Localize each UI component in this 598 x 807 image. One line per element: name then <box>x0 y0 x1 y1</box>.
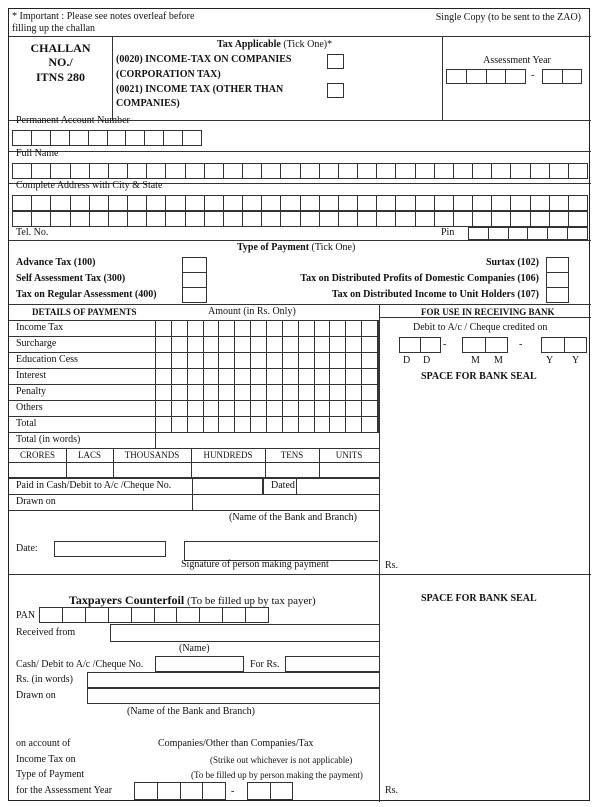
on-account-label: on account of <box>16 738 71 749</box>
char-cell[interactable] <box>262 196 281 210</box>
divider <box>9 432 379 433</box>
counterfoil-cheque-input[interactable] <box>155 656 244 672</box>
char-cell[interactable] <box>416 164 435 178</box>
paid-in-label: Paid in Cash/Debit to A/c /Cheque No. <box>16 480 172 491</box>
month-letter: M <box>494 355 503 366</box>
char-cell[interactable] <box>32 212 51 226</box>
char-cell[interactable] <box>531 196 550 210</box>
divider <box>9 240 591 241</box>
divider <box>319 448 320 462</box>
char-cell[interactable] <box>550 212 569 226</box>
divider <box>265 448 266 462</box>
char-cell[interactable] <box>569 212 588 226</box>
char-cell[interactable] <box>147 196 166 210</box>
counterfoil-assessment-year-label: for the Assessment Year <box>16 785 113 796</box>
tax-option-companies-line2: (CORPORATION TAX) <box>116 69 221 80</box>
name-note: (Name) <box>179 643 210 654</box>
date-dash: - <box>519 339 523 350</box>
cheque-number-input[interactable] <box>192 479 263 495</box>
rs-label: Rs. <box>385 560 399 571</box>
char-cell[interactable] <box>205 196 224 210</box>
char-cell[interactable] <box>262 212 281 226</box>
char-cell[interactable] <box>454 164 473 178</box>
char-cell[interactable] <box>339 164 358 178</box>
char-cell[interactable] <box>166 164 185 178</box>
char-cell[interactable] <box>71 212 90 226</box>
divider <box>192 494 193 510</box>
assessment-year-separator: - <box>531 70 535 81</box>
signature-label: Signature of person making payment <box>181 559 329 570</box>
tick-box-regular-assessment[interactable] <box>182 287 207 303</box>
denomination-label: UNITS <box>335 450 363 460</box>
advance-tax-label: Advance Tax (100) <box>16 257 96 268</box>
char-cell[interactable] <box>339 196 358 210</box>
details-heading: DETAILS OF PAYMENTS <box>32 307 137 317</box>
date-dash: - <box>443 339 447 350</box>
divider <box>263 478 264 494</box>
char-cell[interactable] <box>339 212 358 226</box>
distributed-income-label: Tax on Distributed Income to Unit Holders (107) <box>331 289 539 300</box>
day-letter: D <box>403 355 411 366</box>
char-cell[interactable] <box>243 212 262 226</box>
denomination-input[interactable] <box>113 462 191 478</box>
self-assessment-label: Self Assessment Tax (300) <box>16 273 126 284</box>
for-rs-input[interactable] <box>285 656 379 672</box>
day-letter: D <box>423 355 431 366</box>
char-cell[interactable] <box>531 164 550 178</box>
assessment-year-to[interactable] <box>542 69 582 84</box>
char-cell[interactable] <box>224 212 243 226</box>
important-note-line2: filling up the challan <box>12 23 96 34</box>
tick-box-advance-tax[interactable] <box>182 257 207 273</box>
type-of-payment-label: Type of Payment <box>16 769 85 780</box>
rs-in-words-input[interactable] <box>87 672 379 688</box>
counterfoil-rs-label: Rs. <box>385 785 399 796</box>
divider <box>9 304 591 305</box>
char-cell[interactable] <box>550 164 569 178</box>
denomination-input[interactable] <box>66 462 113 478</box>
received-from-input[interactable] <box>110 624 379 642</box>
bank-date-year[interactable] <box>541 337 587 353</box>
char-cell[interactable] <box>396 212 415 226</box>
tax-option-others-line2: COMPANIES) <box>116 98 180 109</box>
char-cell[interactable] <box>71 196 90 210</box>
counterfoil-title: Taxpayers Counterfoil (To be filled up by tax payer) <box>69 593 316 607</box>
divider <box>9 151 591 152</box>
to-be-filled-note: (To be filled up by person making the payment) <box>191 770 363 780</box>
char-cell[interactable] <box>454 212 473 226</box>
payment-row-label: Surcharge <box>16 338 57 349</box>
char-cell[interactable] <box>128 164 147 178</box>
char-cell[interactable] <box>224 164 243 178</box>
char-cell[interactable] <box>224 196 243 210</box>
counterfoil-ay-from[interactable] <box>134 782 226 800</box>
tick-box-distributed-profits[interactable] <box>546 272 569 288</box>
char-cell[interactable] <box>320 196 339 210</box>
payment-row-label: Interest <box>16 370 46 381</box>
tel-label: Tel. No. <box>16 227 49 238</box>
challan-title-line3: ITNS 280 <box>35 70 85 84</box>
char-cell[interactable] <box>435 196 454 210</box>
income-tax-on-label: Income Tax on <box>16 754 76 765</box>
divider <box>155 432 156 448</box>
char-cell[interactable] <box>473 212 492 226</box>
char-cell[interactable] <box>377 196 396 210</box>
month-letter: M <box>471 355 480 366</box>
pan-label: Permanent Account Number <box>16 115 130 126</box>
char-cell[interactable] <box>109 212 128 226</box>
drawn-on-label: Drawn on <box>16 496 56 507</box>
denomination-label: HUNDREDS <box>203 450 253 460</box>
char-cell[interactable] <box>51 164 70 178</box>
char-cell[interactable] <box>492 164 511 178</box>
denomination-input[interactable] <box>319 462 379 478</box>
char-cell[interactable] <box>301 196 320 210</box>
char-cell[interactable] <box>13 164 32 178</box>
amount-heading: Amount (in Rs. Only) <box>208 306 296 317</box>
divider <box>66 448 67 462</box>
challan-title-line1: CHALLAN <box>30 41 91 55</box>
char-cell[interactable] <box>320 212 339 226</box>
payment-type-heading: Type of Payment (Tick One) <box>237 242 356 253</box>
payment-row-label: Total (in words) <box>16 434 81 445</box>
char-cell[interactable] <box>396 196 415 210</box>
counterfoil-pan-input[interactable] <box>39 607 269 623</box>
divider <box>379 574 380 802</box>
important-note-line1: * Important : Please see notes overleaf before <box>12 11 195 22</box>
date-input[interactable] <box>54 541 166 557</box>
tax-option-companies-line1: (0020) INCOME-TAX ON COMPANIES <box>116 54 292 65</box>
tax-applicable-heading: Tax Applicable (Tick One)* <box>217 39 333 50</box>
amount-digit-cells[interactable] <box>155 385 379 400</box>
payment-row-label: Total <box>16 418 37 429</box>
char-cell[interactable] <box>128 196 147 210</box>
char-cell[interactable] <box>358 196 377 210</box>
strike-note: (Strike out whichever is not applicable) <box>210 755 353 765</box>
tax-option-others-line1: (0021) INCOME TAX (OTHER THAN <box>116 84 284 95</box>
rs-in-words-label: Rs. (in words) <box>16 674 73 685</box>
char-cell[interactable] <box>416 212 435 226</box>
bank-use-heading: FOR USE IN RECEIVING BANK <box>421 307 555 317</box>
char-cell[interactable] <box>396 164 415 178</box>
amount-digit-cells[interactable] <box>155 369 379 384</box>
received-from-label: Received from <box>16 627 76 638</box>
counterfoil-ay-to[interactable] <box>247 782 293 800</box>
char-cell[interactable] <box>166 212 185 226</box>
denomination-label: LACS <box>77 450 101 460</box>
regular-assessment-label: Tax on Regular Assessment (400) <box>16 289 157 300</box>
signature-field[interactable] <box>184 541 378 561</box>
assessment-year-label: Assessment Year <box>483 55 551 66</box>
denomination-label: THOUSANDS <box>124 450 180 460</box>
char-cell[interactable] <box>377 212 396 226</box>
payment-row-label: Others <box>16 402 43 413</box>
denomination-input[interactable] <box>265 462 319 478</box>
char-cell[interactable] <box>109 196 128 210</box>
char-cell[interactable] <box>13 212 32 226</box>
char-cell[interactable] <box>243 196 262 210</box>
tick-box-self-assessment[interactable] <box>182 272 207 288</box>
counterfoil-drawn-on-input[interactable] <box>87 688 379 704</box>
challan-form <box>8 8 590 801</box>
challan-title-line2: NO./ <box>48 55 73 69</box>
address-label: Complete Address with City & State <box>16 180 163 191</box>
char-cell[interactable] <box>569 164 588 178</box>
char-cell[interactable] <box>13 196 32 210</box>
denomination-input[interactable] <box>191 462 265 478</box>
tick-box-surtax[interactable] <box>546 257 569 273</box>
char-cell[interactable] <box>473 164 492 178</box>
full-name-input[interactable] <box>12 163 588 179</box>
char-cell[interactable] <box>301 164 320 178</box>
bank-date-day[interactable] <box>399 337 441 353</box>
amount-digit-cells[interactable] <box>155 321 379 336</box>
char-cell[interactable] <box>32 164 51 178</box>
divider <box>9 494 379 495</box>
distributed-profits-label: Tax on Distributed Profits of Domestic Companies (106) <box>300 273 539 284</box>
char-cell[interactable] <box>473 196 492 210</box>
char-cell[interactable] <box>71 164 90 178</box>
char-cell[interactable] <box>511 164 530 178</box>
amount-digit-cells[interactable] <box>155 401 379 416</box>
counterfoil-ay-dash: - <box>231 786 235 797</box>
divider <box>9 574 591 575</box>
counterfoil-bank-branch-note: (Name of the Bank and Branch) <box>127 706 256 717</box>
year-letter: Y <box>546 355 554 366</box>
char-cell[interactable] <box>320 164 339 178</box>
divider <box>9 320 379 321</box>
address-input-line2[interactable] <box>12 211 588 227</box>
char-cell[interactable] <box>90 196 109 210</box>
char-cell[interactable] <box>492 212 511 226</box>
char-cell[interactable] <box>147 212 166 226</box>
for-rs-label: For Rs. <box>250 659 280 670</box>
full-name-label: Full Name <box>16 148 59 159</box>
char-cell[interactable] <box>128 212 147 226</box>
amount-digit-cells[interactable] <box>155 417 379 432</box>
payment-row-label: Penalty <box>16 386 46 397</box>
char-cell[interactable] <box>435 164 454 178</box>
char-cell[interactable] <box>492 196 511 210</box>
pin-input[interactable] <box>468 227 588 240</box>
char-cell[interactable] <box>147 164 166 178</box>
bank-seal-label: SPACE FOR BANK SEAL <box>421 371 537 382</box>
char-cell[interactable] <box>281 212 300 226</box>
char-cell[interactable] <box>262 164 281 178</box>
char-cell[interactable] <box>531 212 550 226</box>
assessment-year-from[interactable] <box>446 69 526 84</box>
char-cell[interactable] <box>205 212 224 226</box>
char-cell[interactable] <box>569 196 588 210</box>
char-cell[interactable] <box>243 164 262 178</box>
denomination-input[interactable] <box>9 462 66 478</box>
char-cell[interactable] <box>511 212 530 226</box>
copy-note: Single Copy (to be sent to the ZAO) <box>435 12 581 23</box>
char-cell[interactable] <box>205 164 224 178</box>
counterfoil-pan-label: PAN <box>16 610 36 621</box>
char-cell[interactable] <box>454 196 473 210</box>
year-letter: Y <box>572 355 580 366</box>
amount-digit-cells[interactable] <box>155 337 379 352</box>
pin-label: Pin <box>441 227 455 238</box>
char-cell[interactable] <box>358 212 377 226</box>
char-cell[interactable] <box>435 212 454 226</box>
divider <box>379 304 380 574</box>
companies-label: Companies/Other than Companies/Tax <box>158 738 314 749</box>
denomination-label: TENS <box>280 450 304 460</box>
char-cell[interactable] <box>550 196 569 210</box>
dated-label: Dated <box>271 480 295 491</box>
payment-row-label: Income Tax <box>16 322 64 333</box>
char-cell[interactable] <box>186 212 205 226</box>
char-cell[interactable] <box>51 196 70 210</box>
pan-input[interactable] <box>12 130 202 146</box>
divider <box>9 36 591 37</box>
divider <box>379 317 591 318</box>
date-label: Date: <box>16 543 38 554</box>
char-cell[interactable] <box>281 196 300 210</box>
char-cell[interactable] <box>377 164 396 178</box>
char-cell[interactable] <box>90 212 109 226</box>
tick-box-companies[interactable] <box>327 54 344 69</box>
char-cell[interactable] <box>166 196 185 210</box>
divider <box>112 36 113 120</box>
char-cell[interactable] <box>51 212 70 226</box>
divider <box>442 36 443 120</box>
char-cell[interactable] <box>416 196 435 210</box>
char-cell[interactable] <box>281 164 300 178</box>
char-cell[interactable] <box>186 164 205 178</box>
divider <box>113 448 114 462</box>
divider <box>296 478 297 494</box>
divider <box>191 448 192 462</box>
tick-box-other-than-companies[interactable] <box>327 83 344 98</box>
denomination-label: CRORES <box>19 450 55 460</box>
char-cell[interactable] <box>32 196 51 210</box>
cash-debit-label: Cash/ Debit to A/c /Cheque No. <box>16 659 144 670</box>
char-cell[interactable] <box>358 164 377 178</box>
address-input-line1[interactable] <box>12 195 588 211</box>
surtax-label: Surtax (102) <box>485 257 539 268</box>
bank-branch-note: (Name of the Bank and Branch) <box>229 512 358 523</box>
char-cell[interactable] <box>90 164 109 178</box>
counterfoil-drawn-on-label: Drawn on <box>16 690 56 701</box>
char-cell[interactable] <box>301 212 320 226</box>
amount-digit-cells[interactable] <box>155 353 379 368</box>
counterfoil-bank-seal: SPACE FOR BANK SEAL <box>421 593 537 604</box>
divider <box>9 510 379 511</box>
char-cell[interactable] <box>109 164 128 178</box>
char-cell[interactable] <box>186 196 205 210</box>
bank-date-month[interactable] <box>462 337 508 353</box>
debit-label: Debit to A/c / Cheque credited on <box>413 322 548 333</box>
tick-box-distributed-income[interactable] <box>546 287 569 303</box>
char-cell[interactable] <box>511 196 530 210</box>
payment-row-label: Education Cess <box>16 354 78 365</box>
